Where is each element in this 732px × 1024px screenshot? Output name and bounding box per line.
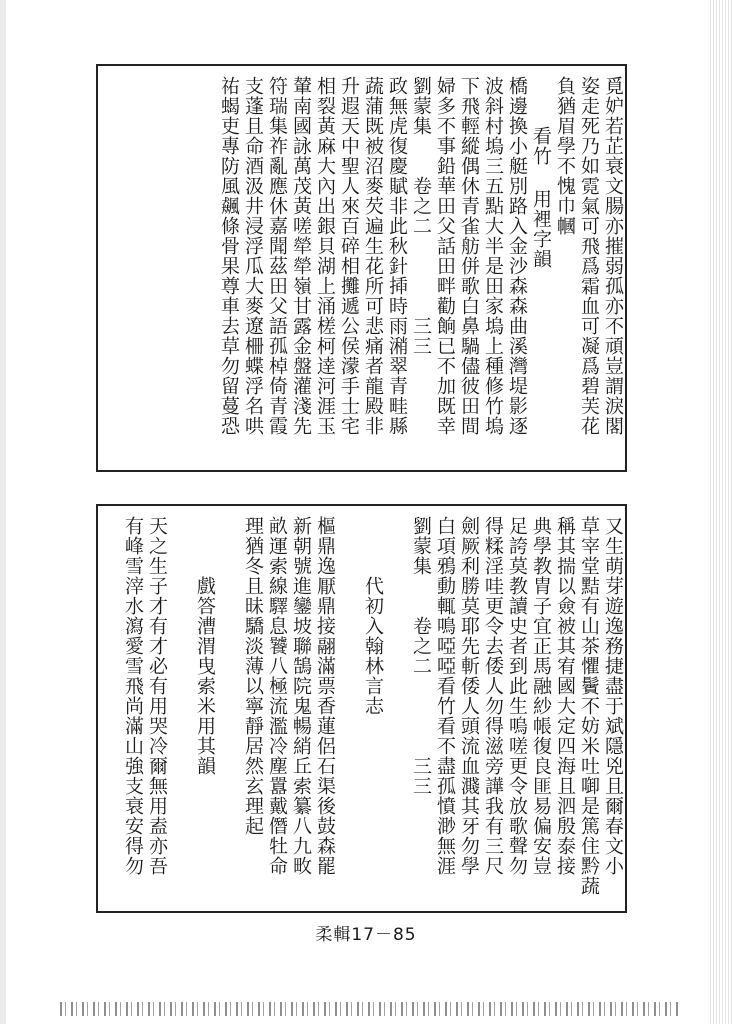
text-column: 劍厥利勝莫耶先斬倭人頭流血濺其牙勿學 bbox=[458, 516, 480, 876]
text-column: 符瑞集祚亂應休嘉聞茲田父語孤棹倚青霞 bbox=[266, 76, 288, 436]
text-column: 白項鴉動輒鳴啞啞看竹看不盡孤憤渺無涯 bbox=[434, 516, 456, 876]
text-column: 相裂黃麻大內出銀貝湖上涌槎柯逹河涯玉 bbox=[314, 76, 336, 436]
text-column: 有峰雪滓水瀉愛雪飛尚滿山強支衰安得勿 bbox=[122, 516, 144, 876]
text-column: 代初入翰林言志 bbox=[362, 576, 384, 716]
text-column: 劉蒙集 卷之二 三三 bbox=[410, 516, 432, 796]
text-column: 天之生子才有才必有用哭冷爾無用盍亦吾 bbox=[146, 516, 168, 876]
text-column: 戲答漕渭曳索米用其韻 bbox=[194, 576, 216, 776]
text-column: 婦多不事鉛華田父話田畔勸餉已不加既幸 bbox=[434, 76, 456, 436]
text-column bbox=[385, 506, 409, 911]
lower-text-block bbox=[96, 504, 627, 913]
book-fore-edge bbox=[710, 0, 732, 1024]
text-column: 足誇莫教讀史者到此生嗚嗟更令放歌聲勿 bbox=[506, 516, 528, 876]
text-column: 下飛輕縱偶休青雀舫併歌白鼻騧儘彼田間 bbox=[458, 76, 480, 436]
text-column: 升遐天中聖人來百碎相攤遞公侯濛手士宅 bbox=[338, 76, 360, 436]
text-column: 得糅淫哇更令去倭人勿得滋旁譁我有三尺 bbox=[482, 516, 504, 876]
archive-caption: 柔輯17－85 bbox=[315, 925, 417, 945]
text-column bbox=[169, 506, 193, 911]
text-column bbox=[217, 506, 241, 911]
lower-columns bbox=[98, 506, 625, 911]
text-column: 稱其揣以僉被其宥國大定四海且泗殷泰接 bbox=[554, 516, 576, 876]
text-column: 草宰堂黠有山茶懼鬢不妨米吐啣是篤住黔蔬 bbox=[578, 516, 600, 896]
text-column: 橋邊換小艇別路入金沙森森曲溪灣堤影逐 bbox=[506, 76, 528, 436]
text-column: 姿走死乃如霓氣可飛爲霜血可凝爲碧芙花 bbox=[578, 76, 600, 436]
text-column: 看竹 用裡字韻 bbox=[530, 126, 552, 269]
upper-columns bbox=[98, 66, 625, 470]
text-column: 支蓬且命酒汲井浸浮瓜大麥遼柵蝶浮名哄 bbox=[242, 76, 264, 436]
upper-text-block bbox=[96, 64, 627, 472]
text-column: 劉蒙集 卷之二 三三 bbox=[410, 76, 432, 356]
text-column: 波斜村塢三五點大半是田家塢上種修竹塢 bbox=[482, 76, 504, 436]
text-column bbox=[337, 506, 361, 911]
text-column: 蔬蒲既被沼麥芡遍生花所可悲痛者龍殿非 bbox=[362, 76, 384, 436]
text-column: 祐蝎吏專防風飆條骨果尊車去草勿留蔓恐 bbox=[218, 76, 240, 436]
text-column: 理猶冬且昧驕淡薄以寧靜居然玄理起 bbox=[242, 516, 264, 836]
text-column: 典學教胄子宜正馬融紗帳復良匪易偏安豈 bbox=[530, 516, 552, 876]
scan-bottom-artifact bbox=[60, 1002, 680, 1016]
text-column: 覓妒若芷衰文腸亦摧弱孤亦不頑豈謂淚閣 bbox=[602, 76, 624, 436]
text-column: 畝運索線驛息饕八極流濫冷塵囂戴僭牡命 bbox=[266, 516, 288, 876]
text-column: 新朝號進鑾坡聯鵠院鬼暢綃丘索纂八九畋 bbox=[290, 516, 312, 876]
text-column: 政無虎復慶賦非此秋針揷時雨潲翠青畦縣 bbox=[386, 76, 408, 436]
text-column: 輦南國詠萬茂黃嗟犖犖嶺甘露金盤灌淺先 bbox=[290, 76, 312, 436]
text-column: 又生萌芽遊逸務捷盡于斌隱兇且爾春文小 bbox=[602, 516, 624, 876]
scan-left-edge bbox=[0, 0, 6, 1024]
text-column: 負猶眉學不愧巾幗 bbox=[554, 76, 576, 236]
text-column: 樞鼎逸厭鼎接翮滿票香蓮侶石渠後鼓森罷 bbox=[314, 516, 336, 876]
